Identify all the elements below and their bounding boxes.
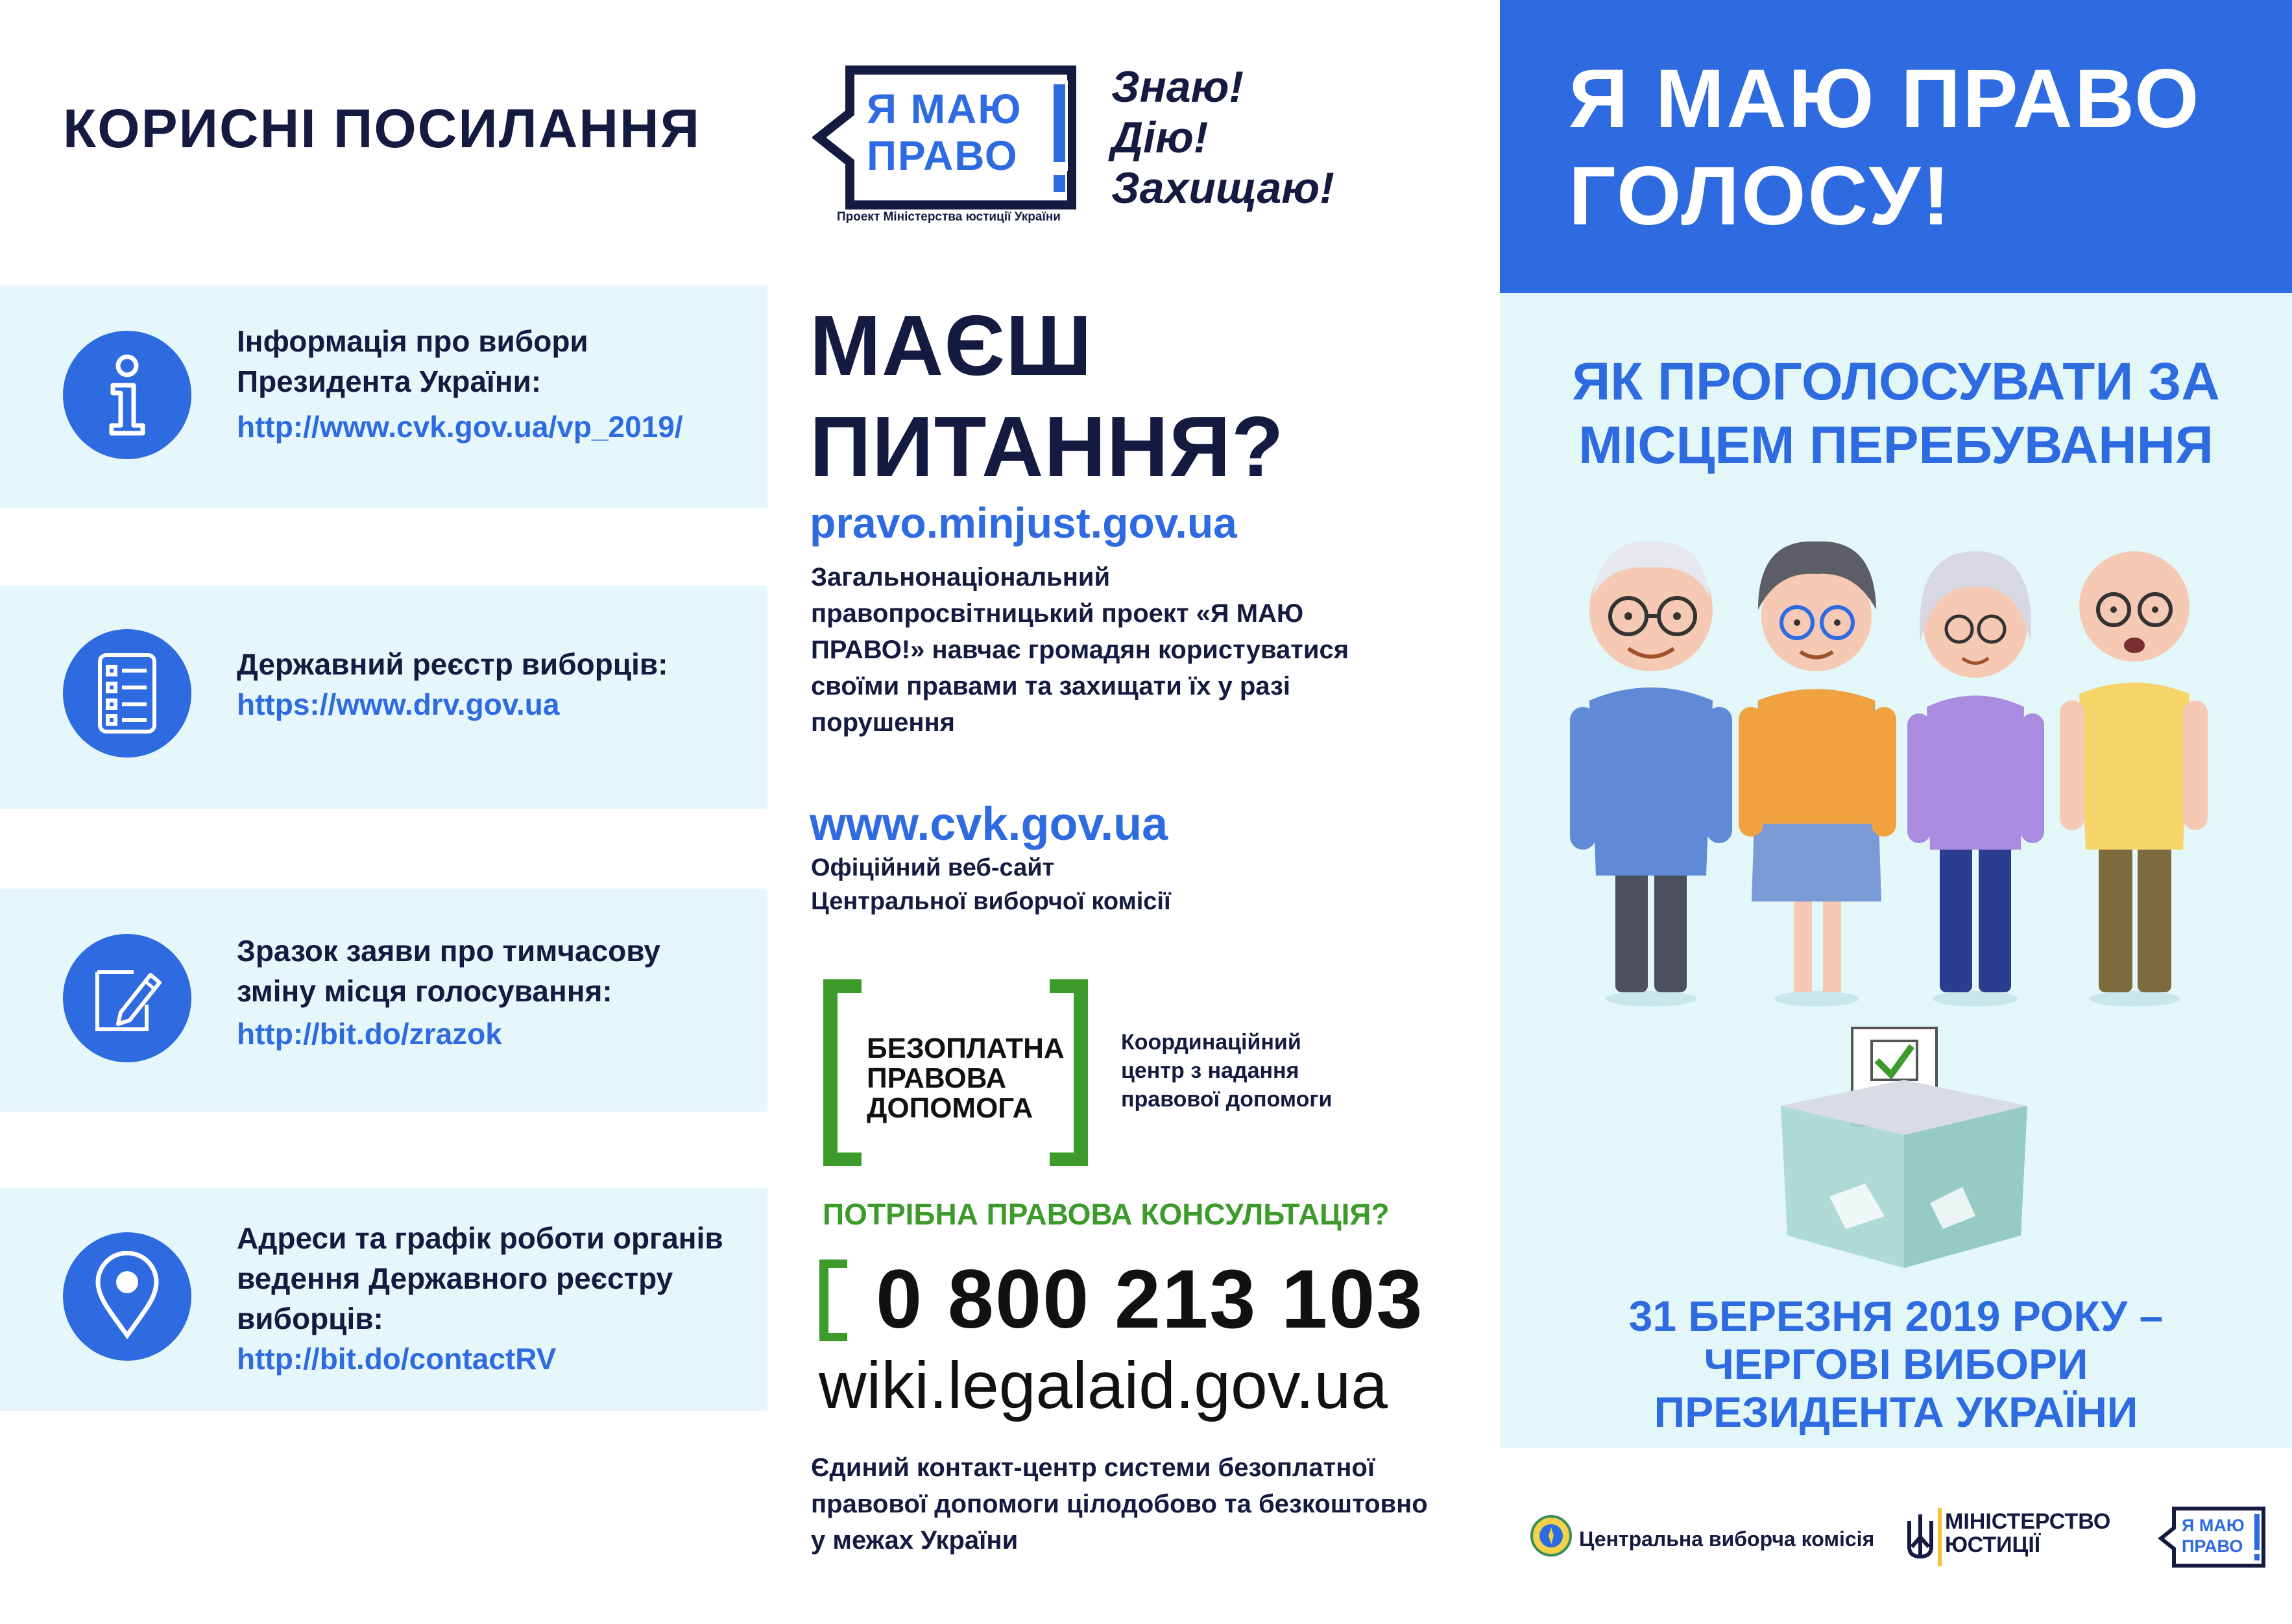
free-legal-aid-logo: [823, 979, 1089, 1166]
hotline-phone[interactable]: 0 800 213 103: [876, 1253, 1424, 1346]
title-line2: ГОЛОСУ!: [1569, 150, 1952, 243]
logo-line1: Я МАЮ: [867, 86, 1022, 132]
elections-info-line2: Президента України:: [237, 364, 542, 398]
ministry-divider: [1938, 1508, 1942, 1566]
woman-purple-shirt-figure: [1907, 551, 2044, 1007]
pravo-url[interactable]: pravo.minjust.gov.ua: [810, 499, 1237, 547]
contact-line3: у межах України: [811, 1526, 1019, 1555]
pencil-document-icon: [63, 934, 191, 1062]
desc-line5: порушення: [811, 708, 955, 737]
elections-info-line1: Інформація про вибори: [237, 324, 588, 358]
footer-cvk-label: Центральна виборча комісія: [1579, 1527, 1875, 1551]
ya-mayu-pravo-logo: [812, 65, 1080, 210]
right-to-vote-title: [1569, 51, 2201, 245]
date-line1: 31 БЕРЕЗНЯ 2019 РОКУ –: [1628, 1292, 2164, 1340]
how-line2: МІСЦЕМ ПЕРЕБУВАННЯ: [1578, 416, 2214, 475]
slogan: [1111, 62, 1334, 213]
register-offices-line3: виборців:: [237, 1302, 383, 1335]
logo-subtitle: Проект Міністерства юстиції України: [837, 210, 1061, 224]
elections-info-link[interactable]: http://www.cvk.gov.ua/vp_2019/: [237, 410, 683, 444]
desc-line1: Загальнонаціональний: [811, 563, 1111, 591]
legal-desc-line3: правової допомоги: [1121, 1087, 1333, 1112]
desc-line2: правопросвітницький проект «Я МАЮ: [811, 599, 1304, 628]
register-offices-link[interactable]: http://bit.do/contactRV: [237, 1342, 557, 1376]
voter-register-line1: Державний реєстр виборців:: [237, 647, 668, 681]
legal-aid-line2: ПРАВОВА: [867, 1062, 1007, 1094]
date-line3: ПРЕЗИДЕНТА УКРАЇНИ: [1654, 1388, 2138, 1436]
desc-line3: ПРАВО!» навчає громадян користуватися: [811, 636, 1349, 664]
contact-line1: Єдиний контакт-центр системи безоплатної: [811, 1453, 1375, 1482]
contact-line2: правової допомоги цілодобово та безкоштовно: [811, 1490, 1428, 1518]
legal-desc-line1: Координаційний: [1121, 1030, 1301, 1055]
application-sample-line1: Зразок заяви про тимчасову: [237, 934, 660, 968]
application-sample-line2: зміну місця голосування:: [237, 974, 612, 1008]
location-pin-icon: [63, 1232, 191, 1361]
footer-logo-line2: ПРАВО: [2182, 1536, 2243, 1556]
cvk-desc-line2: Центральної виборчої комісії: [811, 888, 1171, 915]
elections-info-text: [237, 321, 762, 447]
woman-orange-cardigan-figure: [1739, 542, 1896, 1007]
have-questions-title: [810, 295, 1285, 497]
application-sample-text: [237, 931, 762, 1054]
register-offices-line2: ведення Державного реєстру: [237, 1261, 673, 1295]
desc-line4: своїми правами та захищати їх у разі: [811, 672, 1291, 700]
coordination-center-description: [1121, 1028, 1332, 1114]
how-line1: ЯК ПРОГОЛОСУВАТИ ЗА: [1572, 352, 2220, 411]
man-blue-shirt-figure: [1570, 542, 1732, 1007]
cvk-description: [811, 851, 1171, 918]
cvk-emblem-icon: [1530, 1514, 1573, 1557]
footer-ya-mayu-pravo-logo: [2157, 1506, 2267, 1571]
footer-logo-line1: Я МАЮ: [2182, 1516, 2245, 1535]
ministry-line1: МІНІСТЕРСТВО: [1945, 1509, 2111, 1534]
elderly-voters-illustration: [1544, 512, 2251, 1031]
ballot-box-icon: [1768, 1021, 2040, 1274]
slogan-know: Знаю!: [1111, 62, 1244, 112]
ministry-line2: ЮСТИЦІЇ: [1945, 1533, 2041, 1557]
election-date-text: [1500, 1292, 2292, 1436]
legal-consultation-question: ПОТРІБНА ПРАВОВА КОНСУЛЬТАЦІЯ?: [823, 1197, 1390, 1231]
cvk-url[interactable]: www.cvk.gov.ua: [810, 798, 1168, 850]
question-line1: МАЄШ: [810, 298, 1092, 393]
title-line1: Я МАЮ ПРАВО: [1569, 53, 2201, 145]
cvk-desc-line1: Офіційний веб-сайт: [811, 854, 1055, 881]
footer-ministry-label: [1945, 1510, 2110, 1557]
voter-register-text: [237, 644, 762, 724]
register-offices-text: [237, 1218, 762, 1379]
man-yellow-shirt-figure: [2060, 551, 2208, 1007]
project-description: [811, 559, 1395, 741]
contact-center-description: [811, 1450, 1460, 1558]
legalaid-wiki-url[interactable]: wiki.legalaid.gov.ua: [819, 1348, 1388, 1422]
register-offices-line1: Адреси та графік роботи органів: [237, 1221, 723, 1255]
checklist-icon: [63, 629, 191, 758]
question-line2: ПИТАННЯ?: [810, 399, 1285, 494]
trident-icon: [1904, 1511, 1936, 1563]
application-sample-link[interactable]: http://bit.do/zrazok: [237, 1017, 502, 1051]
phone-bracket-icon: [819, 1260, 850, 1341]
voter-register-link[interactable]: https://www.drv.gov.ua: [237, 687, 560, 721]
legal-aid-line1: БЕЗОПЛАТНА: [867, 1033, 1065, 1064]
legal-desc-line2: центр з надання: [1121, 1058, 1299, 1083]
info-icon: [63, 331, 191, 459]
slogan-protect: Захищаю!: [1111, 163, 1334, 213]
legal-aid-line3: ДОПОМОГА: [867, 1092, 1033, 1124]
useful-links-title: КОРИСНІ ПОСИЛАННЯ: [63, 98, 701, 159]
how-to-vote-title: [1500, 350, 2292, 477]
date-line2: ЧЕРГОВІ ВИБОРИ: [1704, 1340, 2088, 1388]
slogan-act: Дію!: [1111, 113, 1209, 162]
logo-line2: ПРАВО: [867, 132, 1019, 179]
